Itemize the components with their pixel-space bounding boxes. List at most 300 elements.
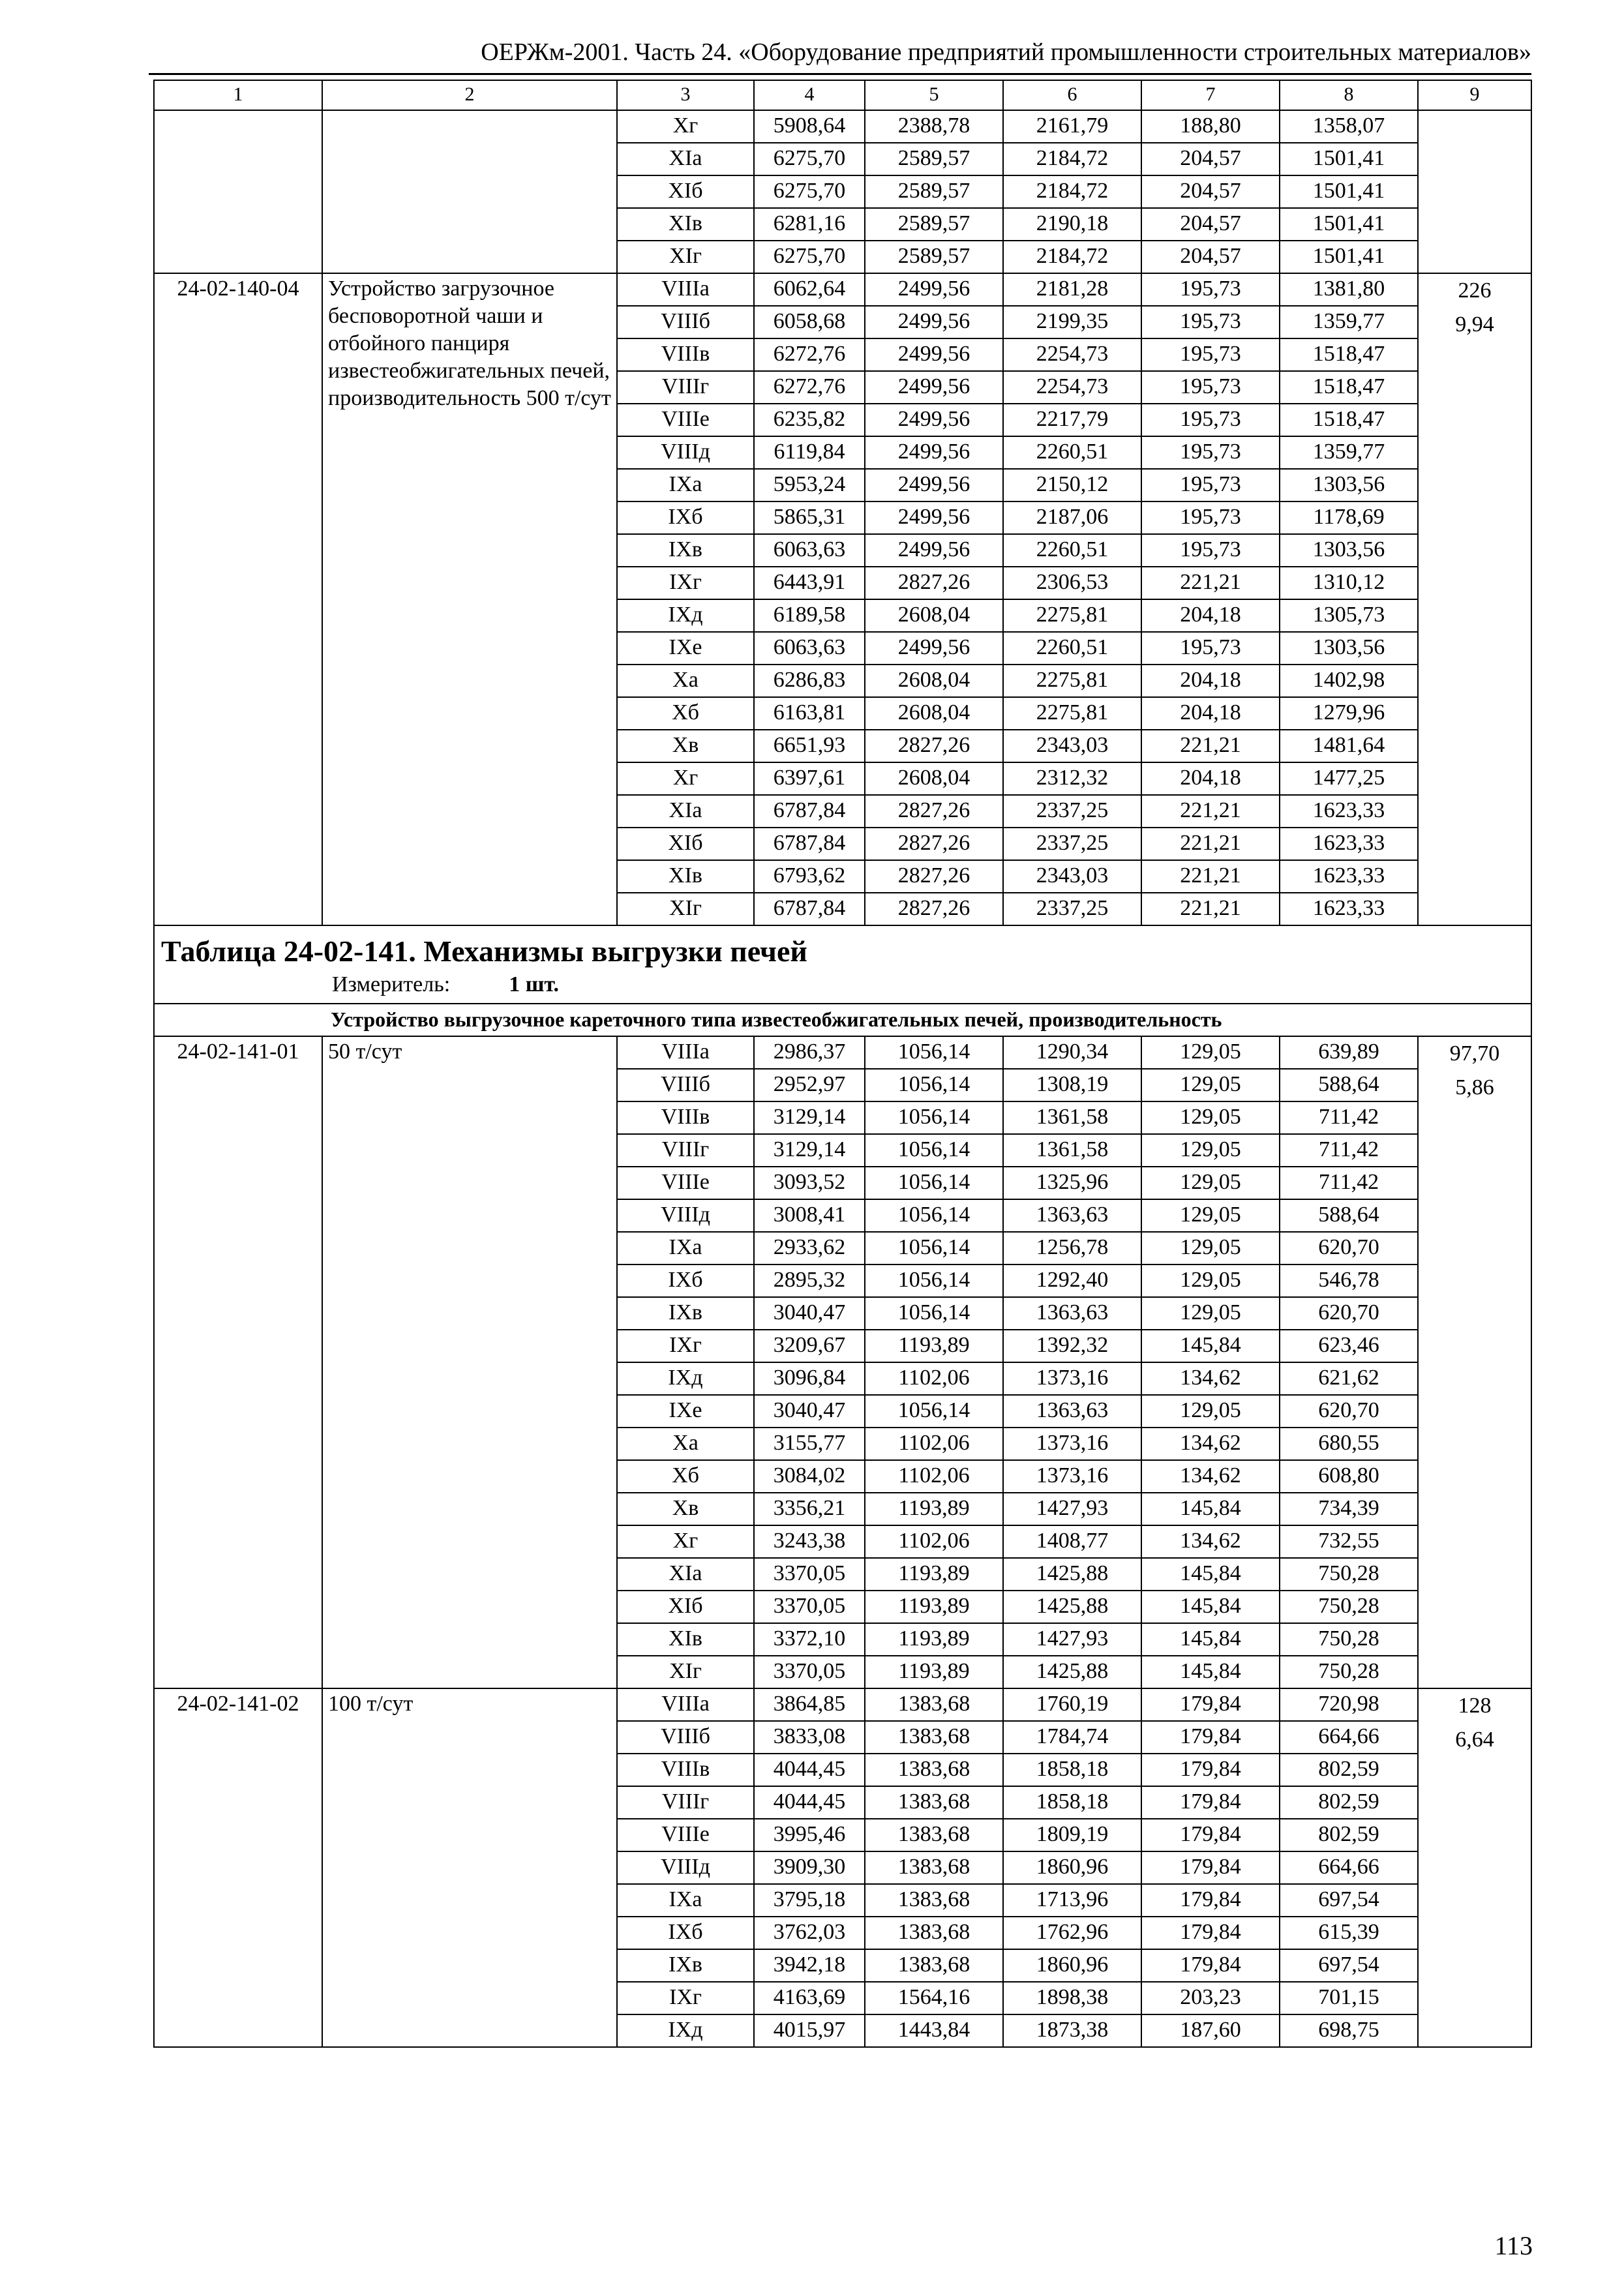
value-cell: 1898,38 (1003, 1982, 1141, 2014)
value-cell: 750,28 (1280, 1558, 1418, 1591)
value-cell: 1361,58 (1003, 1101, 1141, 1134)
value-cell: 1858,18 (1003, 1754, 1141, 1786)
value-cell: 1102,06 (865, 1460, 1003, 1493)
value-cell: 1303,56 (1280, 469, 1418, 501)
value-cell: 720,98 (1280, 1688, 1418, 1721)
value-cell: 697,54 (1280, 1884, 1418, 1917)
value-cell: 1102,06 (865, 1362, 1003, 1395)
value-cell: 3995,46 (754, 1819, 865, 1851)
value-cell: 2589,57 (865, 208, 1003, 241)
value-cell: 2608,04 (865, 697, 1003, 730)
rates-table-body (154, 80, 1531, 2047)
value-cell: 1860,96 (1003, 1949, 1141, 1982)
value-cell: 145,84 (1141, 1493, 1280, 1525)
column-number: 1 (154, 80, 322, 110)
value-cell: 3370,05 (754, 1558, 865, 1591)
value-cell: 1056,14 (865, 1264, 1003, 1297)
value-cell: 188,80 (1141, 110, 1280, 143)
value-cell: 750,28 (1280, 1623, 1418, 1656)
value-cell: 3129,14 (754, 1101, 865, 1134)
value-cell: 179,84 (1141, 1819, 1280, 1851)
value-cell: 204,57 (1141, 143, 1280, 175)
zone-cell: VIIIа (617, 273, 754, 306)
value-cell: 2589,57 (865, 175, 1003, 208)
page-number: 113 (1494, 2231, 1533, 2260)
value-cell: 1762,96 (1003, 1917, 1141, 1949)
value-cell: 1427,93 (1003, 1623, 1141, 1656)
value-cell: 2499,56 (865, 534, 1003, 567)
value-cell: 1056,14 (865, 1297, 1003, 1330)
zone-cell: XIб (617, 1591, 754, 1623)
zone-cell: XIб (617, 175, 754, 208)
zone-cell: VIIIб (617, 306, 754, 338)
value-cell: 6281,16 (754, 208, 865, 241)
zone-cell: IXв (617, 1297, 754, 1330)
zone-cell: VIIIе (617, 1819, 754, 1851)
value-cell: 1623,33 (1280, 828, 1418, 860)
value-cell: 1408,77 (1003, 1525, 1141, 1558)
column-number: 6 (1003, 80, 1141, 110)
value-cell: 6787,84 (754, 795, 865, 828)
value-cell: 2181,28 (1003, 273, 1141, 306)
zone-cell: VIIIг (617, 1134, 754, 1167)
zone-cell: VIIIг (617, 1786, 754, 1819)
value-cell: 1623,33 (1280, 795, 1418, 828)
zone-cell: XIг (617, 1656, 754, 1688)
value-cell: 129,05 (1141, 1069, 1280, 1101)
value-cell: 620,70 (1280, 1297, 1418, 1330)
value-cell: 2184,72 (1003, 175, 1141, 208)
zone-cell: XIб (617, 828, 754, 860)
zone-cell: VIIIв (617, 338, 754, 371)
zone-cell: XIа (617, 1558, 754, 1591)
value-cell: 1383,68 (865, 1754, 1003, 1786)
value-cell: 2184,72 (1003, 241, 1141, 273)
zone-cell: VIIIа (617, 1036, 754, 1069)
zone-cell: VIIIе (617, 1167, 754, 1199)
value-cell: 1373,16 (1003, 1428, 1141, 1460)
value-cell: 2343,03 (1003, 730, 1141, 762)
zone-cell: IXа (617, 469, 754, 501)
value-cell: 1858,18 (1003, 1786, 1141, 1819)
zone-cell: XIа (617, 143, 754, 175)
value-cell: 204,18 (1141, 697, 1280, 730)
value-cell: 1279,96 (1280, 697, 1418, 730)
value-cell: 2827,26 (865, 730, 1003, 762)
value-cell: 1305,73 (1280, 599, 1418, 632)
zone-cell: XIа (617, 795, 754, 828)
value-cell: 204,57 (1141, 241, 1280, 273)
value-cell: 2827,26 (865, 828, 1003, 860)
zone-cell: IXб (617, 1264, 754, 1297)
value-cell: 179,84 (1141, 1851, 1280, 1884)
value-cell: 620,70 (1280, 1232, 1418, 1264)
value-cell: 2608,04 (865, 599, 1003, 632)
value-cell: 701,15 (1280, 1982, 1418, 2014)
zone-cell: VIIIд (617, 436, 754, 469)
value-cell: 1760,19 (1003, 1688, 1141, 1721)
table-row (154, 1688, 1531, 1721)
value-cell: 1809,19 (1003, 1819, 1141, 1851)
value-cell: 2254,73 (1003, 338, 1141, 371)
value-cell: 195,73 (1141, 534, 1280, 567)
value-cell: 621,62 (1280, 1362, 1418, 1395)
value-cell: 2337,25 (1003, 893, 1141, 925)
value-cell: 2895,32 (754, 1264, 865, 1297)
zone-cell: IXб (617, 1917, 754, 1949)
value-cell: 1290,34 (1003, 1036, 1141, 1069)
extra-cell (1418, 273, 1531, 925)
value-cell: 1518,47 (1280, 371, 1418, 404)
value-cell: 1056,14 (865, 1036, 1003, 1069)
value-cell: 1363,63 (1003, 1199, 1141, 1232)
value-cell: 1425,88 (1003, 1591, 1141, 1623)
zone-cell: VIIIг (617, 371, 754, 404)
value-cell: 179,84 (1141, 1754, 1280, 1786)
value-cell: 588,64 (1280, 1199, 1418, 1232)
zone-cell: Xб (617, 1460, 754, 1493)
value-cell: 2499,56 (865, 371, 1003, 404)
value-cell: 195,73 (1141, 436, 1280, 469)
column-number: 8 (1280, 80, 1418, 110)
value-cell: 1501,41 (1280, 208, 1418, 241)
value-cell: 639,89 (1280, 1036, 1418, 1069)
zone-cell: IXа (617, 1884, 754, 1917)
extra-value: 226 (1458, 278, 1492, 303)
value-cell: 2608,04 (865, 762, 1003, 795)
zone-cell: IXд (617, 1362, 754, 1395)
value-cell: 6119,84 (754, 436, 865, 469)
value-cell: 2187,06 (1003, 501, 1141, 534)
table-title-cell (154, 925, 1531, 1004)
code-cell (154, 110, 322, 273)
value-cell: 4015,97 (754, 2014, 865, 2047)
value-cell: 1383,68 (865, 1688, 1003, 1721)
value-cell: 2589,57 (865, 241, 1003, 273)
value-cell: 195,73 (1141, 501, 1280, 534)
value-cell: 1363,63 (1003, 1297, 1141, 1330)
value-cell: 134,62 (1141, 1460, 1280, 1493)
value-cell: 1056,14 (865, 1134, 1003, 1167)
value-cell: 195,73 (1141, 632, 1280, 665)
value-cell: 2499,56 (865, 273, 1003, 306)
description-cell: 50 т/сут (322, 1036, 617, 1688)
value-cell: 3084,02 (754, 1460, 865, 1493)
value-cell: 1427,93 (1003, 1493, 1141, 1525)
column-number: 3 (617, 80, 754, 110)
zone-cell: XIв (617, 1623, 754, 1656)
value-cell: 145,84 (1141, 1330, 1280, 1362)
value-cell: 179,84 (1141, 1688, 1280, 1721)
value-cell: 2388,78 (865, 110, 1003, 143)
value-cell: 129,05 (1141, 1232, 1280, 1264)
value-cell: 1056,14 (865, 1199, 1003, 1232)
value-cell: 1178,69 (1280, 501, 1418, 534)
value-cell: 2275,81 (1003, 665, 1141, 697)
value-cell: 6397,61 (754, 762, 865, 795)
value-cell: 129,05 (1141, 1036, 1280, 1069)
zone-cell: XIв (617, 860, 754, 893)
value-cell: 179,84 (1141, 1721, 1280, 1754)
description-cell (322, 110, 617, 273)
value-cell: 2260,51 (1003, 534, 1141, 567)
value-cell: 221,21 (1141, 828, 1280, 860)
code-cell: 24-02-141-01 (154, 1036, 322, 1688)
extra-cell (1418, 1036, 1531, 1688)
value-cell: 1481,64 (1280, 730, 1418, 762)
value-cell: 4044,45 (754, 1786, 865, 1819)
value-cell: 3372,10 (754, 1623, 865, 1656)
value-cell: 1501,41 (1280, 143, 1418, 175)
value-cell: 1056,14 (865, 1395, 1003, 1428)
value-cell: 1303,56 (1280, 632, 1418, 665)
zone-cell: Xв (617, 730, 754, 762)
column-number: 7 (1141, 80, 1280, 110)
value-cell: 2260,51 (1003, 436, 1141, 469)
value-cell: 3833,08 (754, 1721, 865, 1754)
value-cell: 2306,53 (1003, 567, 1141, 599)
value-cell: 2190,18 (1003, 208, 1141, 241)
table-title-row (154, 925, 1531, 1004)
value-cell: 1359,77 (1280, 306, 1418, 338)
measure-value: 1 шт. (509, 972, 560, 996)
value-cell: 750,28 (1280, 1591, 1418, 1623)
value-cell: 134,62 (1141, 1362, 1280, 1395)
value-cell: 3209,67 (754, 1330, 865, 1362)
value-cell: 1623,33 (1280, 893, 1418, 925)
value-cell: 3243,38 (754, 1525, 865, 1558)
value-cell: 711,42 (1280, 1134, 1418, 1167)
value-cell: 221,21 (1141, 893, 1280, 925)
value-cell: 3762,03 (754, 1917, 865, 1949)
value-cell: 3155,77 (754, 1428, 865, 1460)
value-cell: 802,59 (1280, 1786, 1418, 1819)
value-cell: 2499,56 (865, 501, 1003, 534)
value-cell: 2499,56 (865, 632, 1003, 665)
value-cell: 1056,14 (865, 1069, 1003, 1101)
extra-value: 97,70 (1449, 1041, 1500, 1066)
value-cell: 2827,26 (865, 567, 1003, 599)
value-cell: 6275,70 (754, 241, 865, 273)
value-cell: 1477,25 (1280, 762, 1418, 795)
zone-cell: VIIIа (617, 1688, 754, 1721)
value-cell: 1623,33 (1280, 860, 1418, 893)
value-cell: 732,55 (1280, 1525, 1418, 1558)
header-rule (149, 73, 1531, 75)
value-cell: 615,39 (1280, 1917, 1418, 1949)
value-cell: 1193,89 (865, 1493, 1003, 1525)
value-cell: 6058,68 (754, 306, 865, 338)
value-cell: 204,57 (1141, 175, 1280, 208)
zone-cell: VIIIб (617, 1721, 754, 1754)
measure-row (332, 970, 1524, 999)
zone-cell: XIг (617, 893, 754, 925)
value-cell: 3909,30 (754, 1851, 865, 1884)
extra-value: 5,86 (1455, 1075, 1494, 1100)
value-cell: 1564,16 (865, 1982, 1003, 2014)
value-cell: 2343,03 (1003, 860, 1141, 893)
value-cell: 697,54 (1280, 1949, 1418, 1982)
zone-cell: IXе (617, 1395, 754, 1428)
value-cell: 179,84 (1141, 1884, 1280, 1917)
column-number: 5 (865, 80, 1003, 110)
zone-cell: Xг (617, 110, 754, 143)
value-cell: 129,05 (1141, 1101, 1280, 1134)
value-cell: 1310,12 (1280, 567, 1418, 599)
zone-cell: IXе (617, 632, 754, 665)
value-cell: 1402,98 (1280, 665, 1418, 697)
value-cell: 711,42 (1280, 1101, 1418, 1134)
zone-cell: IXб (617, 501, 754, 534)
value-cell: 3040,47 (754, 1297, 865, 1330)
value-cell: 546,78 (1280, 1264, 1418, 1297)
zone-cell: XIв (617, 208, 754, 241)
value-cell: 1518,47 (1280, 404, 1418, 436)
value-cell: 145,84 (1141, 1623, 1280, 1656)
value-cell: 1363,63 (1003, 1395, 1141, 1428)
value-cell: 1501,41 (1280, 241, 1418, 273)
zone-cell: Xб (617, 697, 754, 730)
zone-cell: IXг (617, 1330, 754, 1362)
value-cell: 179,84 (1141, 1917, 1280, 1949)
group-heading-row (154, 1004, 1531, 1036)
value-cell: 2827,26 (865, 860, 1003, 893)
value-cell: 698,75 (1280, 2014, 1418, 2047)
zone-cell: Xв (617, 1493, 754, 1525)
group-heading: Устройство выгрузочное кареточного типа известеобжигательных печей, производительность (154, 1004, 1531, 1036)
value-cell: 1383,68 (865, 1851, 1003, 1884)
value-cell: 145,84 (1141, 1591, 1280, 1623)
extra-value: 9,94 (1455, 312, 1494, 337)
value-cell: 1383,68 (865, 1917, 1003, 1949)
value-cell: 3096,84 (754, 1362, 865, 1395)
value-cell: 1193,89 (865, 1656, 1003, 1688)
value-cell: 195,73 (1141, 306, 1280, 338)
value-cell: 1359,77 (1280, 436, 1418, 469)
value-cell: 1425,88 (1003, 1656, 1141, 1688)
value-cell: 3370,05 (754, 1591, 865, 1623)
value-cell: 6651,93 (754, 730, 865, 762)
value-cell: 179,84 (1141, 1949, 1280, 1982)
zone-cell: VIIIб (617, 1069, 754, 1101)
value-cell: 6063,63 (754, 534, 865, 567)
value-cell: 6275,70 (754, 175, 865, 208)
value-cell: 1373,16 (1003, 1460, 1141, 1493)
value-cell: 2827,26 (865, 893, 1003, 925)
value-cell: 203,23 (1141, 1982, 1280, 2014)
zone-cell: VIIIв (617, 1101, 754, 1134)
value-cell: 221,21 (1141, 567, 1280, 599)
value-cell: 195,73 (1141, 404, 1280, 436)
value-cell: 1193,89 (865, 1623, 1003, 1656)
value-cell: 6272,76 (754, 371, 865, 404)
running-header: ОЕРЖм-2001. Часть 24. «Оборудование предприятий промышленности строительных материалов» (481, 38, 1531, 66)
value-cell: 3942,18 (754, 1949, 865, 1982)
value-cell: 6787,84 (754, 893, 865, 925)
value-cell: 1308,19 (1003, 1069, 1141, 1101)
value-cell: 1713,96 (1003, 1884, 1141, 1917)
value-cell: 134,62 (1141, 1428, 1280, 1460)
column-number: 4 (754, 80, 865, 110)
value-cell: 221,21 (1141, 860, 1280, 893)
value-cell: 1193,89 (865, 1591, 1003, 1623)
value-cell: 750,28 (1280, 1656, 1418, 1688)
value-cell: 3093,52 (754, 1167, 865, 1199)
value-cell: 195,73 (1141, 338, 1280, 371)
zone-cell: Xг (617, 762, 754, 795)
value-cell: 6163,81 (754, 697, 865, 730)
value-cell: 3795,18 (754, 1884, 865, 1917)
value-cell: 6443,91 (754, 567, 865, 599)
value-cell: 620,70 (1280, 1395, 1418, 1428)
value-cell: 1325,96 (1003, 1167, 1141, 1199)
value-cell: 734,39 (1280, 1493, 1418, 1525)
code-cell: 24-02-140-04 (154, 273, 322, 925)
value-cell: 1392,32 (1003, 1330, 1141, 1362)
value-cell: 6787,84 (754, 828, 865, 860)
value-cell: 5953,24 (754, 469, 865, 501)
value-cell: 5908,64 (754, 110, 865, 143)
rates-table (153, 80, 1532, 2048)
value-cell: 2499,56 (865, 338, 1003, 371)
value-cell: 1383,68 (865, 1819, 1003, 1851)
value-cell: 1443,84 (865, 2014, 1003, 2047)
value-cell: 1056,14 (865, 1167, 1003, 1199)
value-cell: 1193,89 (865, 1558, 1003, 1591)
value-cell: 1425,88 (1003, 1558, 1141, 1591)
zone-cell: Xа (617, 1428, 754, 1460)
value-cell: 588,64 (1280, 1069, 1418, 1101)
value-cell: 1381,80 (1280, 273, 1418, 306)
value-cell: 6063,63 (754, 632, 865, 665)
zone-cell: VIIIд (617, 1199, 754, 1232)
value-cell: 680,55 (1280, 1428, 1418, 1460)
value-cell: 179,84 (1141, 1786, 1280, 1819)
value-cell: 6189,58 (754, 599, 865, 632)
value-cell: 6272,76 (754, 338, 865, 371)
value-cell: 3129,14 (754, 1134, 865, 1167)
value-cell: 129,05 (1141, 1395, 1280, 1428)
value-cell: 2312,32 (1003, 762, 1141, 795)
value-cell: 1860,96 (1003, 1851, 1141, 1884)
value-cell: 2337,25 (1003, 828, 1141, 860)
value-cell: 2184,72 (1003, 143, 1141, 175)
value-cell: 1292,40 (1003, 1264, 1141, 1297)
table-row (154, 273, 1531, 306)
extra-value: 6,64 (1455, 1728, 1494, 1752)
value-cell: 129,05 (1141, 1134, 1280, 1167)
value-cell: 195,73 (1141, 273, 1280, 306)
value-cell: 195,73 (1141, 371, 1280, 404)
zone-cell: VIIIе (617, 404, 754, 436)
value-cell: 3864,85 (754, 1688, 865, 1721)
value-cell: 145,84 (1141, 1558, 1280, 1591)
value-cell: 623,46 (1280, 1330, 1418, 1362)
value-cell: 187,60 (1141, 2014, 1280, 2047)
value-cell: 1361,58 (1003, 1134, 1141, 1167)
value-cell: 204,18 (1141, 665, 1280, 697)
extra-value: 128 (1458, 1694, 1492, 1718)
value-cell: 221,21 (1141, 730, 1280, 762)
value-cell: 129,05 (1141, 1264, 1280, 1297)
value-cell: 4163,69 (754, 1982, 865, 2014)
value-cell: 1102,06 (865, 1428, 1003, 1460)
value-cell: 6793,62 (754, 860, 865, 893)
value-cell: 6275,70 (754, 143, 865, 175)
value-cell: 6062,64 (754, 273, 865, 306)
value-cell: 204,57 (1141, 208, 1280, 241)
column-number: 9 (1418, 80, 1531, 110)
